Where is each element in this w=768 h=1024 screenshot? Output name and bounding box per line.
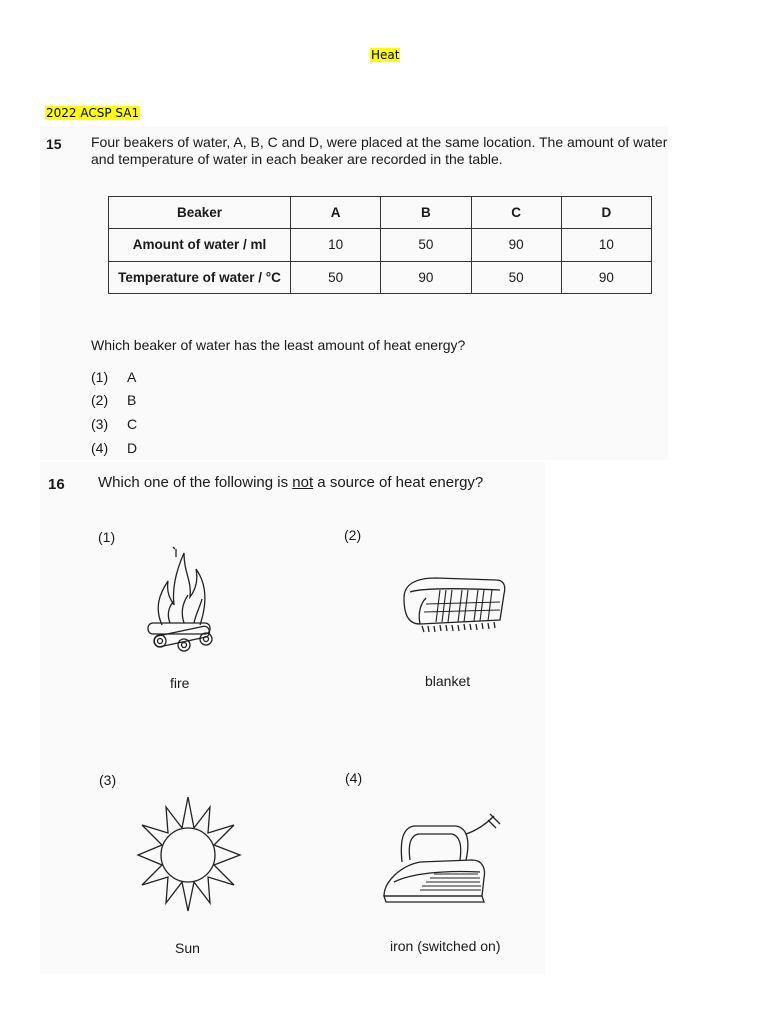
fire-icon — [140, 545, 225, 655]
table-header-cell: A — [291, 197, 381, 229]
option-text: C — [127, 416, 138, 432]
stem-text: Which one of the following is — [98, 474, 293, 491]
table-header-cell: B — [381, 197, 471, 229]
option-number: (3) — [91, 416, 109, 432]
table-cell: 90 — [381, 261, 471, 293]
question-number: 16 — [48, 476, 65, 493]
question-prompt: Which beaker of water has the least amount of heat energy? — [91, 337, 466, 353]
option-number: (4) — [91, 440, 109, 456]
table-cell: 50 — [381, 229, 471, 261]
table-cell: 50 — [291, 261, 381, 293]
question-number: 15 — [46, 136, 62, 152]
choice-number: (3) — [99, 772, 117, 788]
choice-label: blanket — [425, 673, 471, 689]
table-row-header: Temperature of water / °C — [109, 261, 291, 293]
page-title: Heat — [371, 48, 400, 62]
option-text: B — [127, 392, 137, 408]
sun-icon — [136, 795, 241, 913]
choice-label: iron (switched on) — [390, 938, 501, 954]
answer-option — [91, 369, 136, 385]
beaker-table — [108, 196, 652, 294]
choice-number: (4) — [345, 770, 363, 786]
blanket-icon — [396, 568, 511, 638]
question-stem — [98, 474, 483, 491]
choice-number: (2) — [344, 527, 362, 543]
table-header-cell: C — [471, 197, 561, 229]
table-header-row — [109, 197, 652, 229]
option-text: D — [127, 440, 138, 456]
table-header-cell: Beaker — [109, 197, 291, 229]
table-row — [109, 229, 652, 261]
table-cell: 90 — [561, 261, 651, 293]
stem-text: a source of heat energy? — [313, 474, 484, 491]
table-cell: 50 — [471, 261, 561, 293]
choice-label: Sun — [175, 940, 200, 956]
option-number: (2) — [91, 392, 109, 408]
answer-option — [91, 416, 137, 432]
source-tag: 2022 ACSP SA1 — [46, 106, 140, 120]
question-stem-line-1: Four beakers of water, A, B, C and D, were placed at the same location. The amount of water — [91, 134, 668, 150]
question-stem-line-2: and temperature of water in each beaker are recorded in the table. — [91, 151, 503, 167]
table-cell: 10 — [291, 229, 381, 261]
table-row — [109, 261, 652, 293]
table-row-header: Amount of water / ml — [109, 229, 291, 261]
answer-option — [91, 440, 137, 456]
table-header-cell: D — [561, 197, 651, 229]
table-cell: 90 — [471, 229, 561, 261]
iron-icon — [380, 812, 505, 907]
choice-label: fire — [170, 675, 190, 691]
answer-option — [91, 392, 136, 408]
choice-number: (1) — [98, 529, 116, 545]
stem-emphasis: not — [292, 474, 314, 491]
table-cell: 10 — [561, 229, 651, 261]
option-text: A — [127, 369, 137, 385]
option-number: (1) — [91, 369, 109, 385]
